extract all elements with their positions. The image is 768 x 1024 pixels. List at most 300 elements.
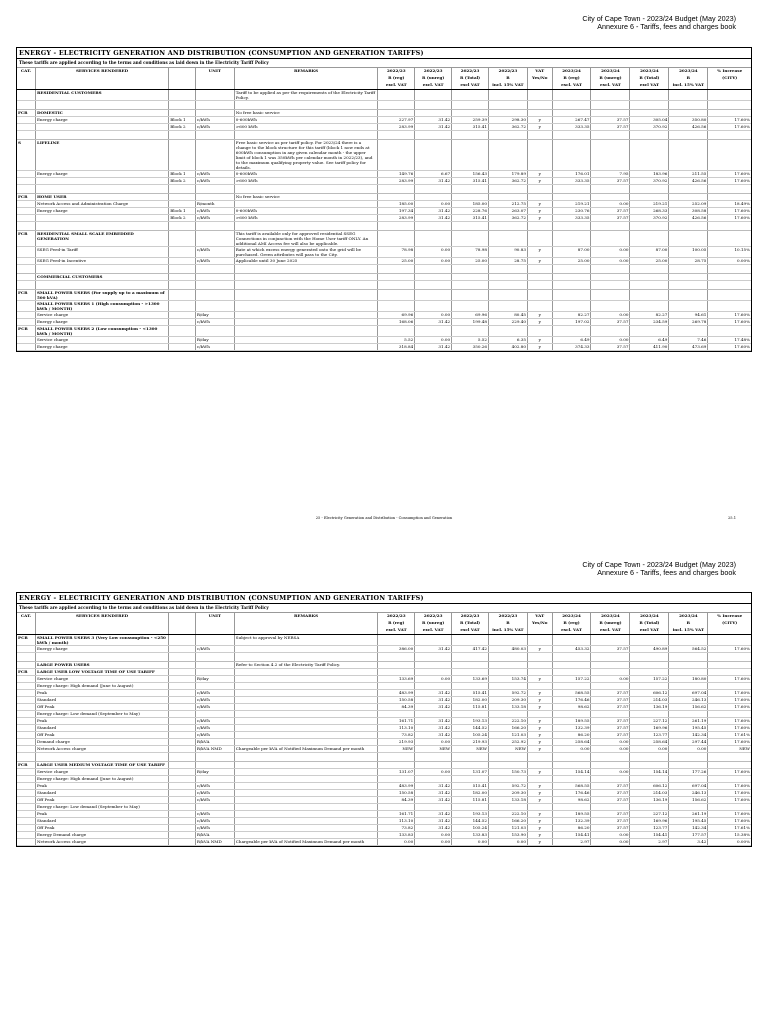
unit-cell: c/kWh: [195, 725, 234, 732]
unit-cell: c/kWh: [195, 208, 234, 215]
value-cell: y: [527, 676, 552, 683]
empty-cell: [708, 753, 751, 762]
value-cell: 17.60%: [708, 790, 751, 797]
value-cell: 227.12: [630, 718, 669, 725]
value-cell: [591, 274, 630, 281]
empty-cell: [17, 653, 35, 662]
value-cell: 0.00: [591, 746, 630, 753]
value-cell: [488, 711, 527, 718]
table-row: [17, 326, 751, 337]
block-cell: [169, 274, 196, 281]
value-cell: 31.42: [415, 783, 452, 790]
value-cell: 37.57: [591, 319, 630, 326]
service-cell: [35, 178, 168, 185]
service-cell: Peak: [35, 690, 168, 697]
header-sub-1: [35, 75, 168, 82]
value-cell: 182.00: [452, 790, 489, 797]
empty-cell: [452, 265, 489, 274]
value-cell: 82.27: [552, 312, 591, 319]
value-cell: 214.03: [630, 697, 669, 704]
value-cell: 142.34: [669, 825, 708, 832]
service-cell: Service charge: [35, 676, 168, 683]
empty-cell: [669, 131, 708, 140]
service-cell: LIFELINE: [35, 140, 168, 171]
value-cell: [669, 662, 708, 669]
value-cell: [452, 326, 489, 337]
col-2324-incl-header: 2023/24: [669, 613, 708, 620]
value-cell: 6.35: [488, 337, 527, 344]
col-services-header: SERVICES RENDERED: [35, 68, 168, 75]
category-cell: [17, 124, 35, 131]
service-cell: Energy charge: [35, 208, 168, 215]
service-cell: Energy charge: Low demand (September to May): [35, 804, 168, 811]
value-cell: 31.42: [415, 178, 452, 185]
value-cell: [452, 762, 489, 769]
value-cell: 28.75: [488, 258, 527, 265]
value-cell: 37.57: [591, 718, 630, 725]
value-cell: 426.56: [669, 215, 708, 222]
spacer-row: [17, 101, 751, 110]
value-cell: [591, 804, 630, 811]
block-cell: [169, 646, 196, 653]
empty-cell: [452, 753, 489, 762]
empty-cell: [669, 101, 708, 110]
category-cell: [17, 90, 35, 101]
category-cell: [17, 818, 35, 825]
value-cell: [552, 662, 591, 669]
service-cell: SSEG Feed-in Incentive: [35, 258, 168, 265]
service-cell: Standard: [35, 725, 168, 732]
value-cell: 183.96: [630, 171, 669, 178]
value-cell: [415, 776, 452, 783]
value-cell: 268.33: [630, 208, 669, 215]
empty-cell: [630, 185, 669, 194]
header-sub2-11: excl. VAT: [591, 82, 630, 90]
value-cell: [552, 669, 591, 676]
service-cell: Service charge: [35, 769, 168, 776]
remarks-cell: [234, 804, 378, 811]
tariff-grid: [17, 68, 751, 351]
empty-cell: [527, 281, 552, 290]
empty-cell: [195, 131, 234, 140]
empty-cell: [552, 185, 591, 194]
value-cell: 297.44: [669, 739, 708, 746]
col-blank-header: [169, 613, 196, 620]
header-sub-8: R: [488, 620, 527, 627]
remarks-cell: [234, 683, 378, 690]
value-cell: [488, 804, 527, 811]
value-cell: 90.83: [488, 247, 527, 258]
empty-cell: [591, 185, 630, 194]
service-cell: Demand charge: [35, 739, 168, 746]
value-cell: [452, 669, 489, 676]
value-cell: 222.10: [488, 811, 527, 818]
value-cell: 123.77: [630, 732, 669, 739]
block-cell: [169, 90, 196, 101]
value-cell: [452, 776, 489, 783]
value-cell: 86.20: [552, 825, 591, 832]
table-row: [17, 762, 751, 769]
category-cell: [17, 732, 35, 739]
service-cell: Standard: [35, 697, 168, 704]
header-sub2-12: excl VAT: [630, 627, 669, 635]
value-cell: 0.00: [669, 746, 708, 753]
value-cell: 209.30: [488, 697, 527, 704]
table-row: [17, 718, 751, 725]
col-unit-header: UNIT: [195, 613, 234, 620]
value-cell: 37.57: [591, 208, 630, 215]
value-cell: 177.26: [669, 769, 708, 776]
value-cell: [552, 711, 591, 718]
table-row: [17, 725, 751, 732]
value-cell: 17.60%: [708, 344, 751, 351]
value-cell: NEW: [452, 746, 489, 753]
page-header-2: [582, 561, 736, 577]
table-row: [17, 818, 751, 825]
value-cell: 133.69: [378, 676, 415, 683]
value-cell: 515.41: [452, 783, 489, 790]
category-cell: FCR: [17, 194, 35, 201]
header-sub2-11: excl. VAT: [591, 627, 630, 635]
service-cell: SMALL POWER USERS 3 (Very Low consumption - <250 kWh / month): [35, 635, 168, 646]
value-cell: [415, 194, 452, 201]
empty-cell: [378, 281, 415, 290]
value-cell: [708, 711, 751, 718]
value-cell: [591, 711, 630, 718]
unit-cell: c/kWh: [195, 718, 234, 725]
service-cell: Energy charge: [35, 319, 168, 326]
value-cell: [552, 326, 591, 337]
category-cell: [17, 804, 35, 811]
empty-cell: [527, 131, 552, 140]
value-cell: [415, 231, 452, 247]
remarks-cell: [234, 718, 378, 725]
value-cell: [708, 90, 751, 101]
value-cell: [452, 635, 489, 646]
table-row: [17, 739, 751, 746]
value-cell: 199.48: [452, 319, 489, 326]
header-line-2: Annexure 6 - Tariffs, fees and charges book: [597, 568, 736, 577]
value-cell: 153.90: [488, 832, 527, 839]
value-cell: 176.01: [552, 171, 591, 178]
column-header-row-2: [17, 627, 751, 635]
value-cell: 370.92: [630, 124, 669, 131]
table-row: [17, 690, 751, 697]
unit-cell: c/kWh: [195, 117, 234, 124]
header-sub-5: R (reg): [378, 75, 415, 82]
value-cell: 362.72: [488, 178, 527, 185]
header-sub-7: R (Total): [452, 620, 489, 627]
value-cell: 31.42: [415, 208, 452, 215]
empty-cell: [452, 101, 489, 110]
value-cell: 31.42: [415, 825, 452, 832]
service-cell: Energy charge: [35, 646, 168, 653]
value-cell: 156.62: [669, 797, 708, 804]
value-cell: [527, 776, 552, 783]
value-cell: 133.69: [452, 676, 489, 683]
value-cell: 169.96: [630, 725, 669, 732]
value-cell: [630, 711, 669, 718]
category-cell: [17, 676, 35, 683]
value-cell: 73.82: [378, 732, 415, 739]
empty-cell: [378, 131, 415, 140]
empty-cell: [630, 265, 669, 274]
value-cell: y: [527, 124, 552, 131]
unit-cell: R/kVA: [195, 739, 234, 746]
empty-cell: [169, 131, 196, 140]
value-cell: [527, 711, 552, 718]
value-cell: 132.39: [552, 725, 591, 732]
header-sub-3: [195, 620, 234, 627]
empty-cell: [552, 222, 591, 231]
service-cell: Energy Demand charge: [35, 832, 168, 839]
value-cell: [552, 194, 591, 201]
category-cell: FCR: [17, 110, 35, 117]
value-cell: y: [527, 208, 552, 215]
value-cell: [630, 301, 669, 312]
block-cell: [169, 776, 196, 783]
value-cell: y: [527, 825, 552, 832]
value-cell: 154.14: [552, 769, 591, 776]
value-cell: 222.10: [488, 718, 527, 725]
remarks-cell: [234, 676, 378, 683]
value-cell: 350.80: [669, 117, 708, 124]
value-cell: [552, 274, 591, 281]
service-cell: Energy charge: High demand (June to August): [35, 683, 168, 690]
value-cell: 142.34: [669, 732, 708, 739]
value-cell: [591, 669, 630, 676]
category-cell: FCR: [17, 231, 35, 247]
table-row: [17, 662, 751, 669]
value-cell: 0.00: [415, 312, 452, 319]
col-2324-total-header: 2023/24: [630, 68, 669, 75]
page-number: 25.1: [727, 516, 736, 520]
spacer-row: [17, 753, 751, 762]
remarks-cell: [234, 825, 378, 832]
value-cell: 0.00: [630, 746, 669, 753]
value-cell: 17.60%: [708, 676, 751, 683]
value-cell: 133.83: [378, 832, 415, 839]
value-cell: 105.24: [452, 732, 489, 739]
table-row: [17, 194, 751, 201]
table-row: [17, 344, 751, 351]
remarks-cell: [234, 690, 378, 697]
value-cell: 252.09: [669, 201, 708, 208]
value-cell: 98.62: [552, 704, 591, 711]
table-row: [17, 215, 751, 222]
value-cell: 0.00: [591, 676, 630, 683]
unit-cell: [195, 140, 234, 171]
table-row: [17, 171, 751, 178]
value-cell: [488, 140, 527, 171]
empty-cell: [708, 222, 751, 231]
empty-cell: [35, 653, 168, 662]
empty-cell: [669, 265, 708, 274]
value-cell: 362.72: [488, 124, 527, 131]
empty-cell: [378, 653, 415, 662]
empty-cell: [35, 222, 168, 231]
value-cell: 606.12: [630, 690, 669, 697]
value-cell: [452, 683, 489, 690]
block-cell: Block 2: [169, 178, 196, 185]
value-cell: [630, 683, 669, 690]
remarks-cell: [234, 201, 378, 208]
value-cell: y: [527, 818, 552, 825]
value-cell: [630, 231, 669, 247]
value-cell: y: [527, 215, 552, 222]
value-cell: 15.38%: [708, 832, 751, 839]
block-cell: [169, 110, 196, 117]
value-cell: [708, 776, 751, 783]
empty-cell: [708, 281, 751, 290]
value-cell: 697.04: [669, 690, 708, 697]
category-cell: S: [17, 140, 35, 171]
table-row: [17, 832, 751, 839]
value-cell: 0.00: [378, 839, 415, 846]
remarks-cell: Applicable until 30 June 2025: [234, 258, 378, 265]
service-cell: SMALL POWER USERS 1 (High consumption - >1300 kWh / MONTH): [35, 301, 168, 312]
remarks-cell: Tariff to be applied as per the requirements of the Electricity Tariff Policy.: [234, 90, 378, 101]
value-cell: y: [527, 769, 552, 776]
col-services-header: SERVICES RENDERED: [35, 613, 168, 620]
unit-cell: c/kWh: [195, 811, 234, 818]
value-cell: [591, 762, 630, 769]
value-cell: 82.27: [630, 312, 669, 319]
value-cell: 80.45: [488, 312, 527, 319]
value-cell: 154.14: [630, 769, 669, 776]
value-cell: y: [527, 247, 552, 258]
table-row: [17, 697, 751, 704]
empty-cell: [378, 222, 415, 231]
value-cell: 87.00: [630, 247, 669, 258]
value-cell: 2.97: [630, 839, 669, 846]
unit-cell: [195, 804, 234, 811]
value-cell: 0.00: [415, 247, 452, 258]
value-cell: 195.45: [669, 818, 708, 825]
value-cell: [669, 669, 708, 676]
value-cell: [669, 90, 708, 101]
value-cell: 212.75: [488, 201, 527, 208]
empty-cell: [452, 185, 489, 194]
header-sub-4: [234, 75, 378, 82]
empty-cell: [591, 753, 630, 762]
remarks-cell: [234, 274, 378, 281]
value-cell: 131.07: [378, 769, 415, 776]
value-cell: 189.55: [552, 811, 591, 818]
service-cell: [35, 215, 168, 222]
value-cell: [708, 326, 751, 337]
value-cell: 333.35: [552, 124, 591, 131]
category-cell: [17, 301, 35, 312]
remarks-cell: [234, 811, 378, 818]
col-2223-total-header: 2022/23: [452, 613, 489, 620]
value-cell: 154.41: [552, 832, 591, 839]
value-cell: 133.83: [452, 832, 489, 839]
tariff-table-2: [16, 592, 752, 847]
service-cell: Standard: [35, 790, 168, 797]
value-cell: NEW: [708, 746, 751, 753]
block-cell: [169, 732, 196, 739]
empty-cell: [669, 185, 708, 194]
value-cell: 69.96: [452, 312, 489, 319]
value-cell: 176.46: [552, 697, 591, 704]
remarks-cell: [234, 704, 378, 711]
value-cell: [452, 274, 489, 281]
value-cell: 17.60%: [708, 117, 751, 124]
remarks-cell: No free basic service: [234, 194, 378, 201]
col-increase-header: % Increase: [708, 68, 751, 75]
value-cell: 697.04: [669, 783, 708, 790]
value-cell: [452, 90, 489, 101]
empty-cell: [17, 131, 35, 140]
remarks-cell: [234, 344, 378, 351]
value-cell: y: [527, 337, 552, 344]
value-cell: 246.13: [669, 697, 708, 704]
value-cell: [527, 683, 552, 690]
value-cell: 73.82: [378, 825, 415, 832]
value-cell: y: [527, 746, 552, 753]
value-cell: 149.76: [378, 171, 415, 178]
header-sub2-7: excl VAT: [452, 82, 489, 90]
table-title: ENERGY - ELECTRICITY GENERATION AND DISTRIBUTION (CONSUMPTION AND GENERATION TARIFFS): [17, 48, 751, 59]
col-2324-incl-header: 2023/24: [669, 68, 708, 75]
table-row: [17, 110, 751, 117]
category-cell: [17, 790, 35, 797]
block-cell: [169, 669, 196, 676]
empty-cell: [17, 222, 35, 231]
value-cell: 17.60%: [708, 783, 751, 790]
value-cell: [452, 301, 489, 312]
block-cell: Block 2: [169, 215, 196, 222]
unit-cell: c/kWh: [195, 344, 234, 351]
empty-cell: [527, 185, 552, 194]
table-row: [17, 804, 751, 811]
remarks-cell: >600 kWh: [234, 215, 378, 222]
value-cell: [527, 662, 552, 669]
unit-cell: [195, 274, 234, 281]
value-cell: [415, 110, 452, 117]
value-cell: [630, 90, 669, 101]
value-cell: 370.92: [630, 215, 669, 222]
category-cell: [17, 171, 35, 178]
value-cell: 259.39: [452, 117, 489, 124]
value-cell: 150.73: [488, 769, 527, 776]
value-cell: 350.26: [452, 344, 489, 351]
table-row: [17, 90, 751, 101]
value-cell: y: [527, 839, 552, 846]
table-row: [17, 811, 751, 818]
category-cell: [17, 811, 35, 818]
value-cell: y: [527, 718, 552, 725]
empty-cell: [415, 185, 452, 194]
empty-cell: [527, 753, 552, 762]
category-cell: PCR: [17, 326, 35, 337]
value-cell: 37.57: [591, 215, 630, 222]
value-cell: [552, 110, 591, 117]
unit-cell: R/day: [195, 769, 234, 776]
empty-cell: [591, 265, 630, 274]
header-sub-11: R (unreg): [591, 620, 630, 627]
value-cell: 17.60%: [708, 690, 751, 697]
header-sub2-8: incl. 15% VAT: [488, 82, 527, 90]
value-cell: [552, 776, 591, 783]
value-cell: 568.55: [552, 690, 591, 697]
value-cell: 17.60%: [708, 124, 751, 131]
value-cell: [415, 290, 452, 301]
value-cell: [527, 762, 552, 769]
empty-cell: [488, 185, 527, 194]
table-row: [17, 676, 751, 683]
